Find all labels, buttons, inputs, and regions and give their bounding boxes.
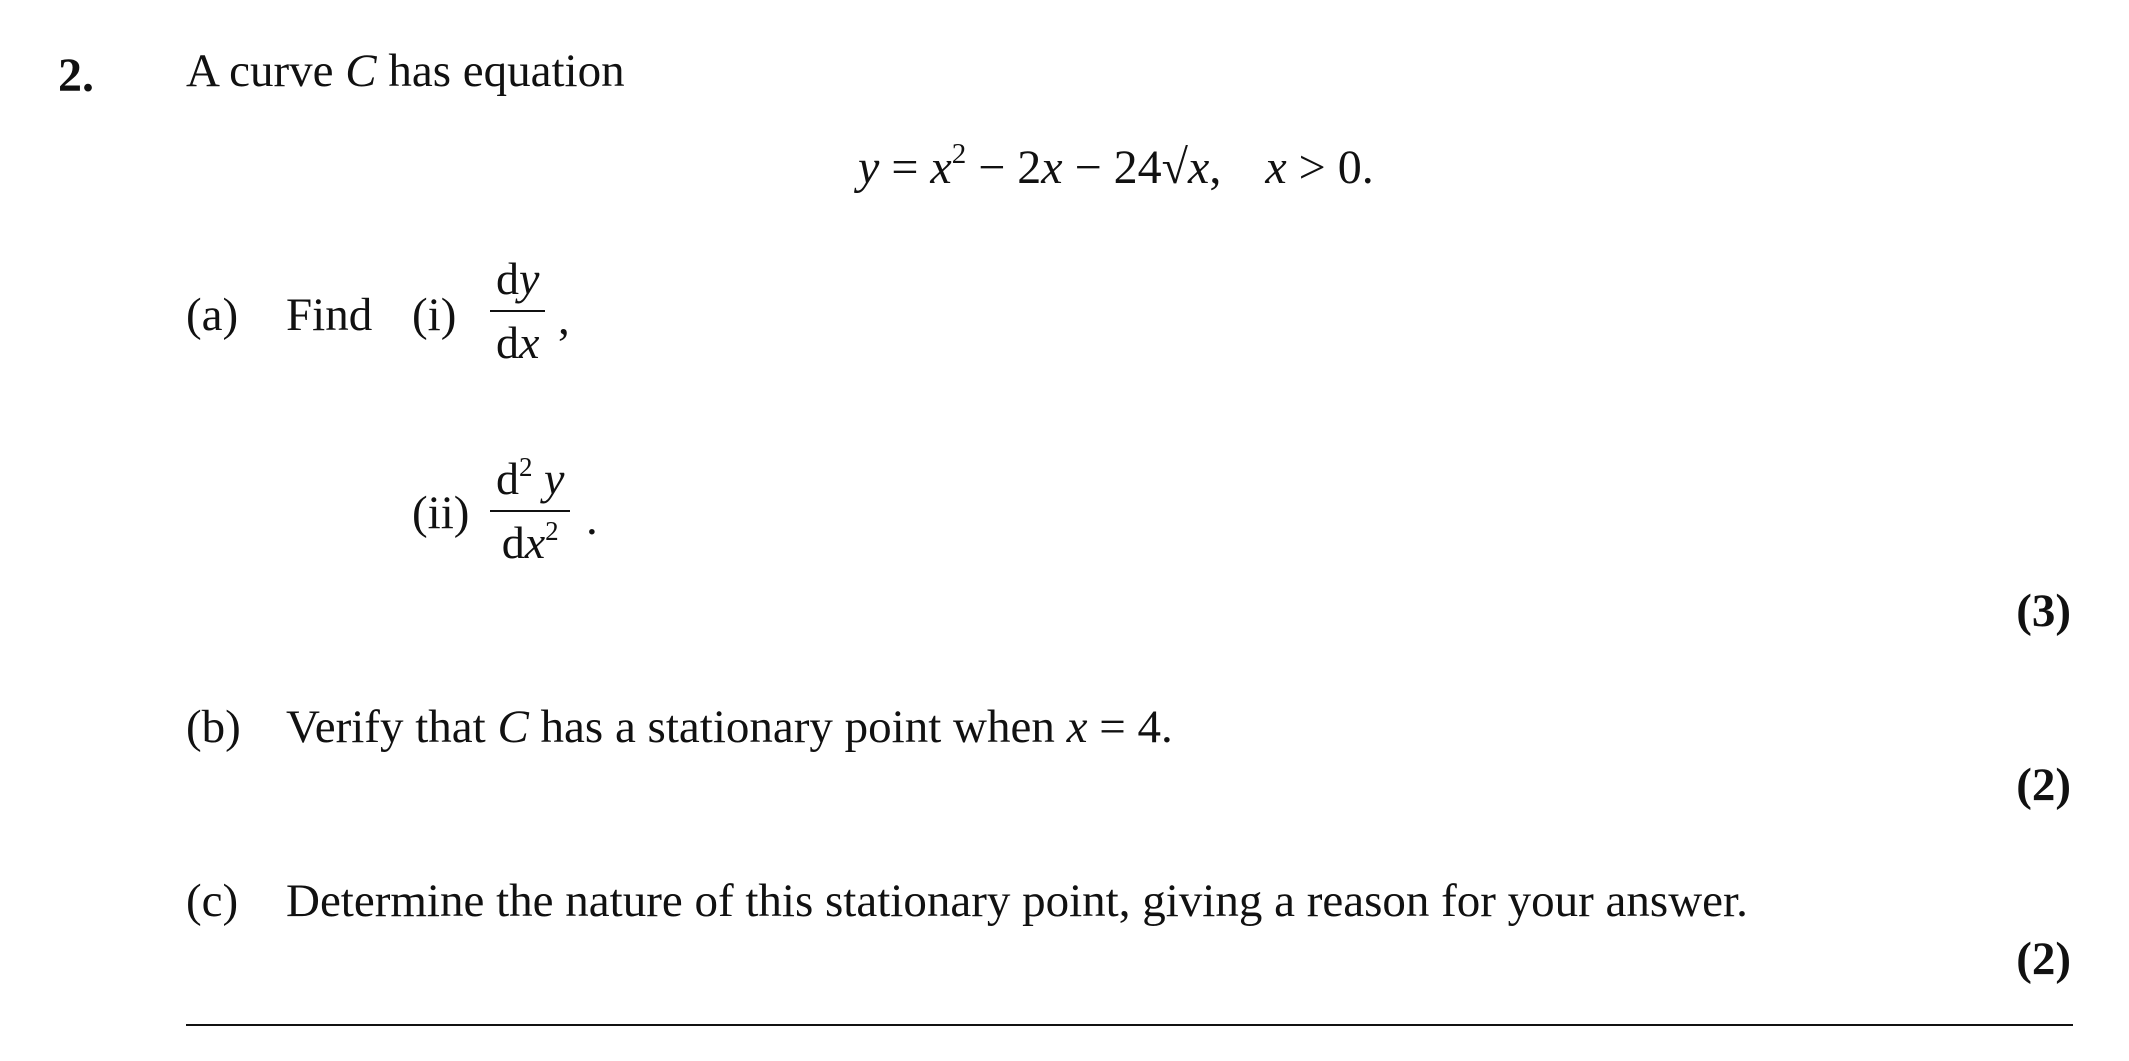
numerator-y: y xyxy=(519,253,540,304)
intro-text-pre: A curve xyxy=(186,45,346,97)
part-b-text xyxy=(286,700,1173,754)
part-b-text-post: = 4. xyxy=(1087,701,1173,753)
curve-name: C xyxy=(497,701,529,753)
equation-comma: , xyxy=(1209,141,1222,194)
part-c-label: (c) xyxy=(186,875,239,927)
part-b-text-mid: has a stationary point when xyxy=(528,701,1067,753)
question-number: 2. xyxy=(58,49,94,102)
part-a-verb: Find xyxy=(286,289,373,341)
equation-minus-24-root: − 24√ xyxy=(1062,141,1189,194)
part-b-variable: x xyxy=(1066,701,1088,753)
denominator-d: d xyxy=(496,317,519,368)
equation-y: y xyxy=(858,141,880,194)
numerator-d: d xyxy=(496,453,519,504)
equation-x-squared-base: x xyxy=(930,141,952,194)
second-derivative-numerator xyxy=(490,452,570,510)
equation-minus-2: − 2 xyxy=(966,141,1042,194)
part-b-label: (b) xyxy=(186,701,241,753)
part-c-text: Determine the nature of this stationary point, giving a reason for your answer. xyxy=(286,875,1748,927)
part-a-ii-trailing-period: . xyxy=(586,493,598,545)
intro-text-post: has equation xyxy=(376,45,625,97)
equation-exponent: 2 xyxy=(951,138,967,170)
denominator-x: x xyxy=(524,517,546,568)
equation-condition-x: x xyxy=(1265,141,1287,194)
curve-equation xyxy=(858,140,1374,195)
second-derivative-denominator xyxy=(496,512,565,566)
denominator-exponent: 2 xyxy=(545,516,559,546)
numerator-d: d xyxy=(496,253,519,304)
derivative-dy-dx xyxy=(490,253,545,368)
equation-x-root: x xyxy=(1188,141,1210,194)
curve-name: C xyxy=(345,45,377,97)
part-c-marks: (2) xyxy=(2016,933,2071,985)
part-a-i-trailing-comma: , xyxy=(558,293,570,345)
part-a-ii-label: (ii) xyxy=(412,487,470,539)
numerator-y: y xyxy=(544,453,565,504)
equation-condition: > 0. xyxy=(1286,141,1374,194)
part-b-text-pre: Verify that xyxy=(286,701,498,753)
second-derivative xyxy=(490,452,570,568)
part-a-label: (a) xyxy=(186,289,239,341)
question-intro xyxy=(186,45,625,97)
denominator-d: d xyxy=(501,517,525,568)
equation-x-linear: x xyxy=(1041,141,1063,194)
equation-equals: = xyxy=(879,141,931,194)
denominator-x: x xyxy=(519,317,540,368)
derivative-denominator xyxy=(490,312,545,366)
part-a-i-label: (i) xyxy=(412,289,457,341)
part-a-marks: (3) xyxy=(2016,585,2071,637)
derivative-numerator xyxy=(490,253,545,310)
numerator-exponent: 2 xyxy=(519,452,533,482)
part-b-marks: (2) xyxy=(2016,759,2071,811)
question-divider-line xyxy=(186,1024,2073,1026)
